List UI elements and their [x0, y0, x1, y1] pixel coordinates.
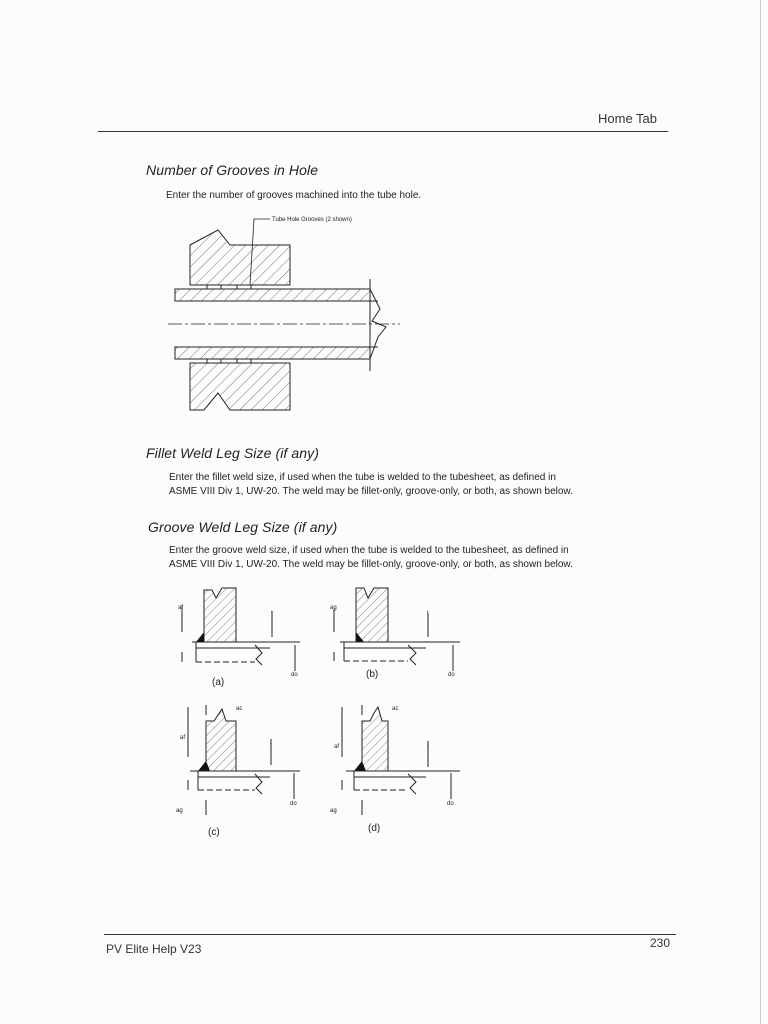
section-body-groove-line2: ASME VIII Div 1, UW-20. The weld may be fillet-only, groove-only, or both, as shown below.: [169, 559, 573, 570]
label-af-c: af: [180, 735, 186, 741]
section-title-groove: Groove Weld Leg Size (if any): [148, 519, 338, 535]
label-ac-c: ac: [236, 706, 243, 712]
label-do-c: do: [290, 801, 297, 807]
weld-detail-a: [178, 588, 300, 688]
label-do-d: do: [447, 801, 454, 807]
caption-a: (a): [212, 677, 225, 688]
section-body-grooves: Enter the number of grooves machined into the tube hole.: [166, 190, 422, 201]
label-t-a: t: [271, 611, 273, 617]
section-body-groove-line1: Enter the groove weld size, if used when the tube is welded to the tubesheet, as defined in: [169, 545, 569, 556]
label-af-a: af: [178, 605, 184, 611]
weld-detail-c: [176, 705, 300, 838]
label-ag-b: ag: [330, 605, 337, 611]
section-body-fillet-line1: Enter the fillet weld size, if used when the tube is welded to the tubesheet, as defined in: [169, 472, 556, 483]
label-t-c: t: [270, 743, 272, 749]
label-t-b: t: [427, 611, 429, 617]
section-body-fillet-line2: ASME VIII Div 1, UW-20. The weld may be fillet-only, groove-only, or both, as shown below.: [169, 486, 573, 497]
tube-hole-grooves-figure: [150, 205, 420, 420]
grooves-callout: Tube Hole Grooves (2 shown): [272, 217, 352, 223]
label-ag-c: ag: [176, 808, 183, 814]
page-number: 230: [650, 936, 671, 950]
label-ag-d: ag: [330, 808, 337, 814]
label-af-d: af: [334, 744, 340, 750]
weld-types-figure: [170, 585, 470, 845]
section-title-grooves: Number of Grooves in Hole: [146, 162, 319, 178]
caption-c: (c): [208, 827, 220, 838]
header-label: Home Tab: [598, 111, 658, 126]
label-ac-d: ac: [392, 706, 399, 712]
label-t-d: t: [427, 745, 429, 751]
footer-rule: [104, 934, 676, 935]
label-do-b: do: [448, 672, 455, 678]
weld-detail-d: [330, 705, 460, 834]
label-do-a: do: [291, 672, 298, 678]
header-rule: [98, 131, 668, 132]
section-title-fillet: Fillet Weld Leg Size (if any): [146, 445, 320, 461]
footer-title: PV Elite Help V23: [106, 942, 202, 956]
caption-d: (d): [368, 823, 381, 834]
page-edge: [760, 0, 761, 1024]
caption-b: (b): [366, 669, 379, 680]
weld-detail-b: [330, 588, 460, 680]
